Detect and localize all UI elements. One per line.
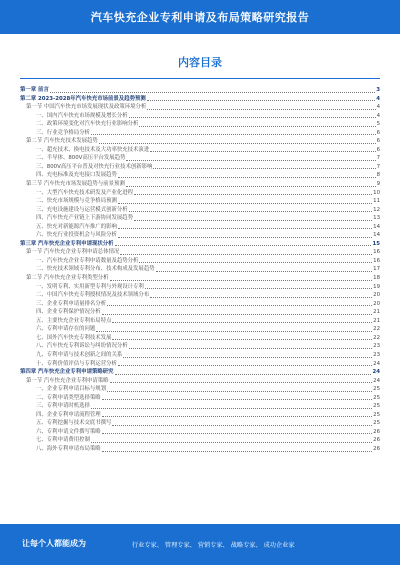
toc-entry-page: 26 [373,428,380,435]
toc-entry[interactable] [20,214,380,223]
toc-entry[interactable] [20,402,380,411]
toc-leader-dots [99,142,376,144]
footer-banner [0,524,400,565]
toc-leader-dots [126,185,376,187]
toc-entry-title: 一、企业专利申请目标与规划 [36,386,107,393]
toc-entry-page: 15 [372,240,380,247]
toc-entry[interactable] [20,137,380,146]
toc-leader-dots [118,236,372,238]
toc-entry[interactable] [20,223,380,232]
toc-entry[interactable] [20,112,380,121]
toc-entry-title: 第三章 汽车快充企业专利申请现状分析 [20,240,114,247]
toc-entry[interactable] [20,342,380,351]
toc-entry[interactable] [20,248,380,257]
toc-entry-title: 九、专利申请与技术创新之间的关系 [36,351,123,358]
toc-entry-title: 第四章 汽车快充企业专利申请策略研究 [20,369,114,376]
toc-leader-dots [153,167,375,169]
toc-leader-dots [147,108,375,110]
toc-entry-page: 16 [373,249,380,256]
toc-leader-dots [91,407,372,409]
toc-entry-page: 24 [372,369,380,376]
toc-entry[interactable] [20,419,380,428]
toc-entry[interactable] [20,257,380,266]
toc-entry-page: 14 [373,223,380,230]
toc-entry-title: 五、快充对新能源汽车推广的影响 [36,223,117,230]
toc-entry-title: 六、专利申请文件撰写策略 [36,428,101,435]
toc-entry-title: 六、专利申请存在的问题 [36,326,96,333]
toc-entry[interactable] [20,95,380,104]
toc-entry-title: 七、国外汽车快充专利技术发展 [36,334,112,341]
toc-entry-title: 三、企业专利申请量排名分析 [36,300,107,307]
toc-entry[interactable] [20,189,380,198]
toc-entry-page: 9 [376,181,380,188]
toc-heading: 内容目录 [178,56,222,69]
toc-entry[interactable] [20,129,380,138]
toc-entry[interactable] [20,368,380,377]
toc-leader-dots [150,296,372,298]
toc-entry-title: 第二节 汽车快充企业专利类型分析 [26,275,109,282]
toc-leader-dots [50,91,375,93]
toc-entry-title: 四、企业专利保护情况分析 [36,309,101,316]
toc-entry-page: 4 [376,112,380,119]
toc-leader-dots [145,287,372,289]
toc-entry-title: 一、大型汽车快充技术研发及产业化进程 [36,189,134,196]
toc-entry-title: 四、充电标准及充电接口发展趋势 [36,172,117,179]
toc-entry-title: 六、快充行业投资机会与风险分析 [36,232,117,239]
toc-leader-dots [134,219,372,221]
toc-entry-title: 一、超充技术、换电技术及大功率快充技术演进 [36,146,150,153]
toc-leader-dots [147,99,375,101]
toc-entry[interactable] [20,317,380,326]
toc-leader-dots [112,424,372,426]
toc-entry-title: 第二章 2023-2028年汽车快充市场前景及趋势预测 [20,95,146,102]
toc-leader-dots [118,227,372,229]
toc-entry-page: 21 [373,317,380,324]
toc-entry[interactable] [20,180,380,189]
toc-entry[interactable] [20,283,380,292]
toc-entry-page: 23 [373,343,380,350]
toc-entry-title: 四、汽车快充产业链上下游协同发展趋势 [36,215,134,222]
toc-entry-page: 11 [373,198,380,205]
toc-entry[interactable] [20,428,380,437]
toc-entry-page: 12 [373,206,380,213]
toc-entry-page: 18 [373,275,380,282]
toc-entry-page: 4 [376,95,380,102]
toc-entry-page: 13 [373,215,380,222]
toc-entry-title: 一、发明专利、实用新型专利与外观设计专利 [36,283,144,290]
table-of-contents [20,86,380,454]
toc-leader-dots [126,159,375,161]
toc-entry[interactable] [20,154,380,163]
toc-leader-dots [150,150,375,152]
toc-entry[interactable] [20,120,380,129]
toc-leader-dots [156,270,373,272]
toc-leader-dots [102,415,372,417]
toc-entry-page: 24 [373,377,380,384]
toc-entry-title: 二、政策环境变化对汽车快充行业影响分析 [36,121,139,128]
toc-entry-title: 二、中国汽车快充专利授权情况及技术领域分布 [36,292,150,299]
toc-entry-page: 19 [373,283,380,290]
toc-entry-page: 25 [373,411,380,418]
toc-entry-page: 8 [376,172,380,179]
toc-entry[interactable] [20,300,380,309]
toc-entry-title: 第一节 汽车快充企业专利申请总体情况 [26,249,120,256]
toc-entry-page: 26 [373,445,380,452]
toc-entry-title: 第一节 中国汽车快充市场发展现状及政策环境分析 [26,104,147,111]
toc-entry-title: 七、专利申请费用控制 [36,437,90,444]
toc-entry-title: 三、专利申请时机选择 [36,403,90,410]
toc-entry-title: 二、快充技术领域专利分布、技术构成及发展趋势 [36,266,155,273]
toc-entry-title: 三、充电设施建设与运营模式创新分析 [36,206,128,213]
toc-entry-title: 八、汽车快充专利诉讼与纠纷情况分析 [36,343,128,350]
toc-leader-dots [139,125,375,127]
toc-entry-page: 10 [373,189,380,196]
toc-entry-page: 20 [373,292,380,299]
toc-entry-title: 八、海外专利申请布局策略 [36,445,101,452]
toc-entry[interactable] [20,436,380,445]
toc-entry[interactable] [20,351,380,360]
toc-entry[interactable] [20,377,380,386]
toc-entry-page: 26 [373,437,380,444]
toc-entry-page: 7 [376,155,380,162]
toc-entry[interactable] [20,206,380,215]
toc-leader-dots [115,373,372,375]
toc-entry-page: 22 [373,326,380,333]
toc-entry-title: 第一节 汽车快充企业专利申请策略 [26,377,109,384]
toc-divider [20,78,380,79]
toc-entry[interactable] [20,197,380,206]
toc-leader-dots [107,304,372,306]
toc-entry-title: 二、半导体、800V高压平台发展趋势 [36,155,126,162]
toc-leader-dots [112,321,372,323]
report-header-banner [0,0,400,34]
toc-entry-page: 23 [373,351,380,358]
toc-entry-title: 第三节 汽车快充市场发展趋势与前景预测 [26,181,125,188]
toc-entry[interactable] [20,291,380,300]
toc-entry[interactable] [20,334,380,343]
toc-entry-title: 三、800V高压平台普及对快充行业技术创新影响 [36,163,153,170]
toc-entry-title: 二、专利申请类型选择策略 [36,394,101,401]
toc-entry-page: 22 [373,334,380,341]
toc-entry-page: 6 [376,138,380,145]
toc-entry-page: 24 [373,360,380,367]
toc-entry[interactable] [20,103,380,112]
toc-entry-title: 二、快充市场规模与竞争格局预测 [36,198,117,205]
toc-entry-title: 五、主要快充企业专利布局特点 [36,317,112,324]
toc-entry-page: 5 [376,121,380,128]
toc-leader-dots [129,347,372,349]
toc-entry-title: 五、专利挖掘与技术交底书撰写 [36,420,112,427]
footer-tagline: 行业专家、 管理专家、 营销专家、 战略专家、 成功企业家 [132,542,295,549]
toc-leader-dots [91,441,372,443]
toc-entry-page: 17 [373,266,380,273]
toc-entry[interactable] [20,411,380,420]
toc-leader-dots [134,193,372,195]
toc-leader-dots [118,202,372,204]
toc-entry[interactable] [20,394,380,403]
toc-leader-dots [91,133,376,135]
toc-entry-page: 7 [376,163,380,170]
toc-entry-title: 第一章 前言 [20,87,49,93]
toc-leader-dots [115,244,372,246]
toc-entry-page: 3 [376,87,380,93]
toc-entry-page: 6 [376,146,380,153]
toc-leader-dots [96,330,372,332]
toc-leader-dots [120,253,372,255]
toc-leader-dots [118,176,376,178]
toc-entry-title: 三、行业竞争格局分析 [36,129,90,136]
toc-entry-page: 16 [373,257,380,264]
toc-entry[interactable] [20,240,380,249]
toc-entry-title: 一、汽车快充企业专利申请数量及趋势分析 [36,257,139,264]
toc-entry-page: 4 [376,104,380,111]
toc-leader-dots [102,398,372,400]
report-title: 汽车快充企业专利申请及布局策略研究报告 [90,11,310,24]
toc-entry-page: 20 [373,300,380,307]
toc-leader-dots [107,390,372,392]
toc-entry[interactable] [20,231,380,240]
toc-leader-dots [102,313,372,315]
toc-entry[interactable] [20,274,380,283]
toc-entry[interactable] [20,445,380,454]
toc-entry[interactable] [20,171,380,180]
toc-entry[interactable] [20,265,380,274]
toc-leader-dots [110,381,373,383]
toc-leader-dots [112,338,372,340]
toc-entry-page: 25 [373,420,380,427]
toc-entry-page: 25 [373,386,380,393]
toc-entry-title: 四、企业专利申请流程管理 [36,411,101,418]
toc-entry[interactable] [20,385,380,394]
footer-slogan: 让每个人都能成为 [22,539,86,548]
toc-entry[interactable] [20,360,380,369]
toc-entry[interactable] [20,325,380,334]
toc-entry-title: 第二节 汽车快充技术发展趋势 [26,138,98,145]
toc-leader-dots [102,450,372,452]
toc-entry-page: 14 [373,232,380,239]
toc-leader-dots [129,210,372,212]
toc-entry-page: 6 [376,129,380,136]
toc-entry-title: 一、国内汽车快充市场规模及增长分析 [36,112,128,119]
toc-entry[interactable] [20,163,380,172]
toc-entry[interactable] [20,146,380,155]
toc-entry-page: 25 [373,394,380,401]
toc-leader-dots [123,356,372,358]
toc-entry-page: 25 [373,403,380,410]
toc-entry-title: 十、专利价值评估与专利运营分析 [36,360,117,367]
toc-entry-page: 21 [373,309,380,316]
toc-leader-dots [118,364,372,366]
toc-leader-dots [129,116,376,118]
toc-leader-dots [139,261,372,263]
toc-entry[interactable] [20,86,380,95]
toc-entry[interactable] [20,308,380,317]
toc-leader-dots [102,432,372,434]
toc-leader-dots [110,279,373,281]
